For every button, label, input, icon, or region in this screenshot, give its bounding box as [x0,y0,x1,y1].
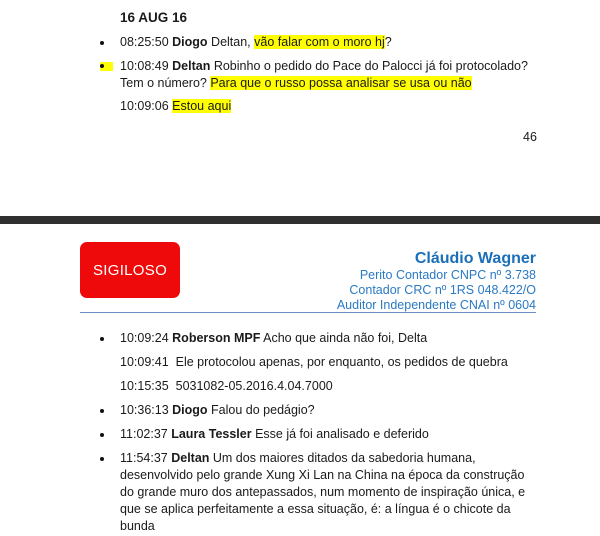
message-line [120,402,315,419]
bullet [100,337,104,341]
message-text: bunda [120,519,155,533]
message-text: Deltan, [207,35,255,49]
message-line [120,426,429,443]
timestamp: 10:09:41 [120,355,169,369]
document-page-bottom [0,224,600,536]
message-line [120,518,155,535]
message-text: 5031082-05.2016.4.04.7000 [175,379,333,393]
sender: Laura Tessler [171,427,252,441]
page-separator [0,216,600,224]
author-credential: Contador CRC nº 1RS 048.422/O [349,283,536,297]
date-heading: 16 AUG 16 [120,10,188,25]
timestamp: 10:09:06 [120,99,169,113]
document-page-top [0,0,600,216]
bullet [100,64,104,68]
message-text: Robinho o pedido do Pace do Palocci já foi protocolado? [210,59,528,73]
message-text: que se aplica perfeitamente a essa situação, é: a língua é o chicote da [120,502,511,516]
message-line [120,378,333,395]
timestamp: 10:09:24 [120,331,169,345]
message-text: do grande muro dos antepassados, num momento de inspiração única, e [120,485,526,499]
message-line [120,450,476,467]
author-credential: Perito Contador CNPC nº 3.738 [359,268,536,282]
confidential-badge: SIGILOSO [80,242,180,298]
message-line [120,501,511,518]
message-line [120,484,525,501]
highlighted-text: Para que o russo possa analisar se usa ou não [210,76,472,90]
author-credential: Auditor Independente CNAI nº 0604 [336,298,536,312]
message-text: desenvolvido pelo grande Xung Xi Lan na China na época da construção [120,468,525,482]
message-text: Esse já foi analisado e deferido [251,427,429,441]
message-text: ? [384,35,392,49]
message-text: Ele protocolou apenas, por enquanto, os pedidos de quebra [175,355,508,369]
highlighted-text: Estou aqui [172,99,232,113]
timestamp: 10:15:35 [120,379,169,393]
message-line [120,58,528,75]
highlighted-text: vão falar com o moro hj [254,35,385,49]
timestamp: 11:02:37 [120,427,168,441]
message-line [120,330,427,347]
sender: Deltan [171,451,210,465]
message-line [120,467,524,484]
page-number: 46 [523,130,537,144]
timestamp: 10:36:13 [120,403,169,417]
bullet [100,457,104,461]
timestamp: 08:25:50 [120,35,169,49]
bullet [100,409,104,413]
bullet [100,433,104,437]
author-name: Cláudio Wagner [414,250,536,267]
message-text: Um dos maiores ditados da sabedoria humana, [209,451,476,465]
message-line [120,34,392,51]
message-line [120,75,472,92]
timestamp: 11:54:37 [120,451,168,465]
bullet [100,41,104,45]
sender: Deltan [172,59,211,73]
sender: Roberson MPF [172,331,261,345]
message-text: Acho que ainda não foi, Delta [260,331,428,345]
sender: Diogo [172,35,208,49]
message-line [120,354,508,371]
sender: Diogo [172,403,208,417]
message-text: Falou do pedágio? [207,403,315,417]
message-line [120,98,231,115]
message-text: Tem o número? [120,76,211,90]
timestamp: 10:08:49 [120,59,169,73]
header-rule [80,312,536,313]
